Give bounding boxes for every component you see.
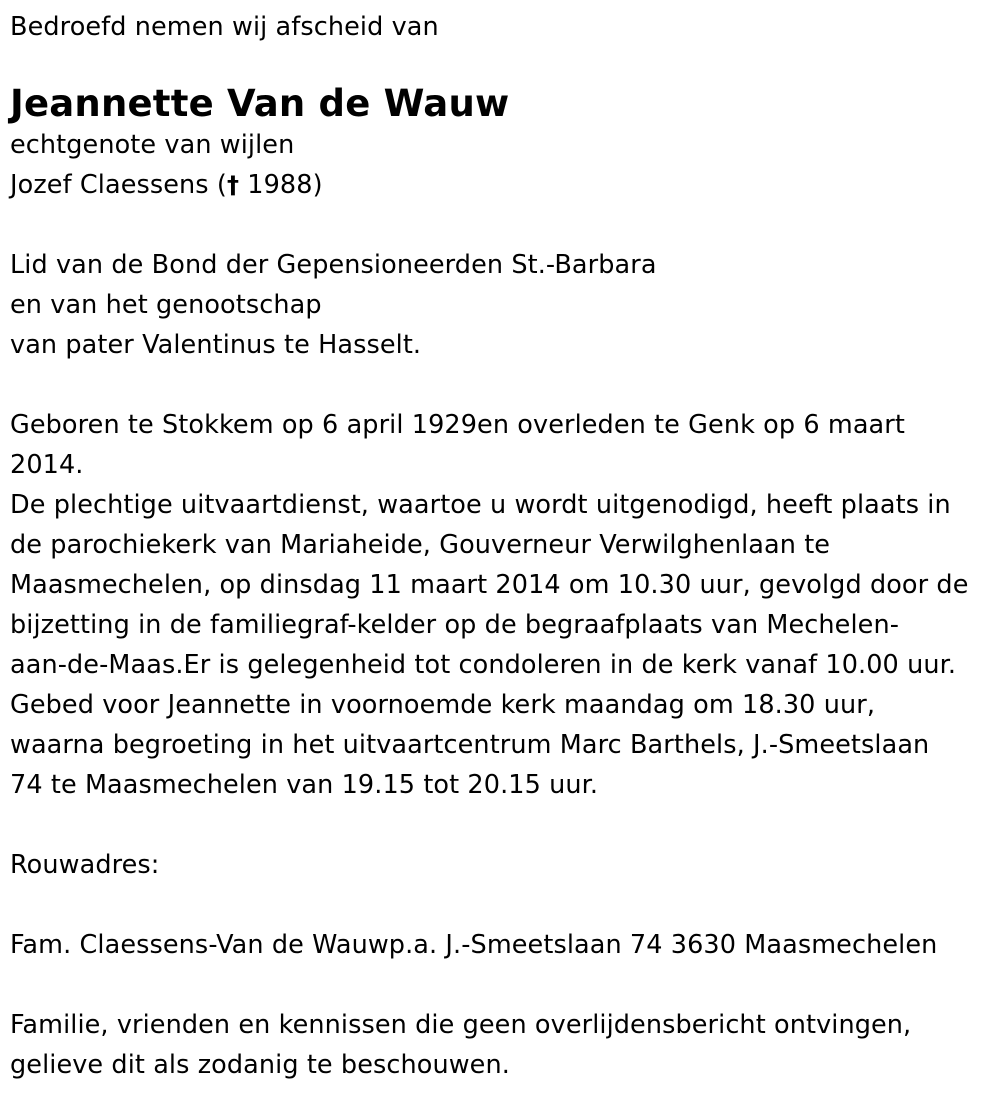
spacer: [10, 205, 995, 245]
spouse-name: Jozef Claessens (: [10, 170, 227, 200]
intro-text: Bedroefd nemen wij afscheid van: [10, 12, 439, 42]
service-line: aan-de-Maas.Er is gelegenheid tot condoleren in de kerk vanaf 10.00 uur.: [10, 650, 957, 680]
service-line: waarna begroeting in het uitvaartcentrum Marc Barthels, J.-Smeetslaan: [10, 730, 930, 760]
service-line: Maasmechelen, op dinsdag 11 maart 2014 om 10.30 uur, gevolgd door de: [10, 570, 969, 600]
spouse-name-line: [10, 165, 995, 205]
spacer: [10, 885, 995, 925]
birth-death-line: 2014.: [10, 450, 84, 480]
spacer: [10, 365, 995, 405]
closing-line: gelieve dit als zodanig te beschouwen.: [10, 1050, 510, 1080]
spouse-year: 1988): [239, 170, 323, 200]
service-line: 74 te Maasmechelen van 19.15 tot 20.15 uur.: [10, 770, 599, 800]
deceased-name: Jeannette Van de Wauw: [10, 82, 510, 125]
membership-line: van pater Valentinus te Hasselt.: [10, 330, 422, 360]
service-line: de parochiekerk van Mariaheide, Gouverneur Verwilghenlaan te: [10, 530, 831, 560]
service-line: Gebed voor Jeannette in voornoemde kerk maandag om 18.30 uur,: [10, 690, 876, 720]
address-text: Fam. Claessens-Van de Wauwp.a. J.-Smeetslaan 74 3630 Maasmechelen: [10, 930, 938, 960]
service-line: bijzetting in de familiegraf-kelder op de begraafplaats van Mechelen-: [10, 610, 900, 640]
cross-icon: †: [226, 171, 240, 199]
spacer: [10, 965, 995, 1005]
closing-line: Familie, vrienden en kennissen die geen overlijdensbericht ontvingen,: [10, 1010, 912, 1040]
service-line: De plechtige uitvaartdienst, waartoe u wordt uitgenodigd, heeft plaats in: [10, 490, 951, 520]
membership-line: en van het genootschap: [10, 290, 322, 320]
spacer: [10, 805, 995, 845]
spouse-line: echtgenote van wijlen: [10, 130, 295, 160]
birth-death-line: Geboren te Stokkem op 6 april 1929en overleden te Genk op 6 maart: [10, 410, 905, 440]
address-label: Rouwadres:: [10, 850, 160, 880]
membership-line: Lid van de Bond der Gepensioneerden St.-Barbara: [10, 250, 657, 280]
